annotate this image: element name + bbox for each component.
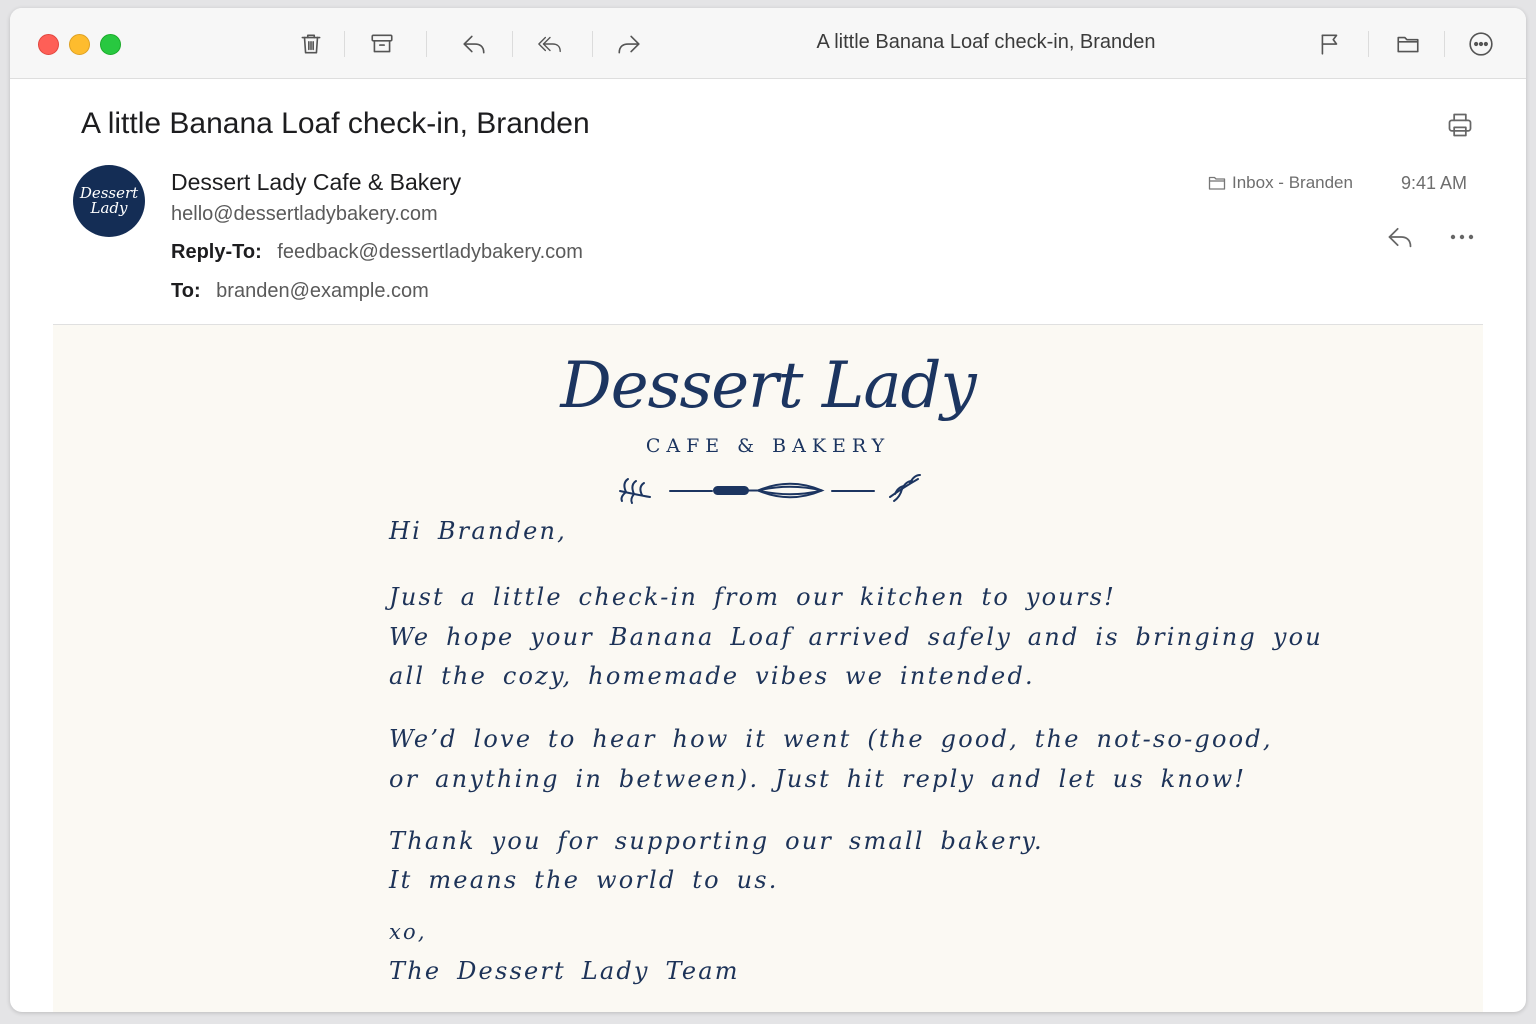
folder-icon — [1208, 175, 1226, 191]
toolbar — [10, 8, 1526, 79]
message-subject: A little Banana Loaf check-in, Branden — [81, 107, 590, 140]
letter-line: We hope your Banana Loaf arrived safely and is bringing you — [389, 623, 1323, 651]
to-row — [171, 280, 429, 303]
toolbar-separator — [512, 31, 513, 57]
message-reply-button[interactable] — [1386, 223, 1416, 251]
reply-to-address[interactable]: feedback@dessertladybakery.com — [277, 241, 583, 263]
flag-button[interactable] — [1314, 28, 1346, 60]
reply-to-label: Reply-To: — [171, 241, 262, 263]
archive-button[interactable] — [366, 28, 398, 60]
mail-window — [10, 8, 1526, 1012]
avatar-text: Lady — [90, 199, 128, 217]
more-icon — [1468, 31, 1494, 57]
letter-signature: The Dessert Lady Team — [389, 957, 740, 985]
message-body — [53, 325, 1483, 1012]
toolbar-separator — [1444, 31, 1445, 57]
reply-button[interactable] — [458, 28, 490, 60]
close-window-button[interactable] — [38, 34, 59, 55]
reply-to-row — [171, 241, 583, 264]
reply-all-button[interactable] — [534, 28, 566, 60]
letter-line: It means the world to us. — [389, 866, 779, 894]
reply-all-icon — [537, 31, 563, 57]
folder-icon — [1395, 31, 1421, 57]
reply-icon — [461, 31, 487, 57]
bakery-logo-subtitle: CAFE & BAKERY — [645, 435, 891, 457]
mailbox-location[interactable] — [1208, 173, 1353, 193]
to-address[interactable]: branden@example.com — [216, 280, 429, 302]
reply-icon — [1386, 223, 1414, 251]
printer-icon — [1446, 111, 1474, 139]
delete-button[interactable] — [295, 28, 327, 60]
trash-icon — [298, 31, 324, 57]
flag-icon — [1317, 31, 1343, 57]
letter-line: all the cozy, homemade vibes we intended. — [389, 662, 1035, 690]
letter-greeting: Hi Branden, — [389, 517, 567, 545]
mailbox-label: Inbox - Branden — [1232, 173, 1353, 192]
letter-closing: xo, — [389, 920, 427, 944]
print-button[interactable] — [1446, 111, 1474, 139]
move-to-folder-button[interactable] — [1392, 28, 1424, 60]
forward-button[interactable] — [613, 28, 645, 60]
maximize-window-button[interactable] — [100, 34, 121, 55]
avatar-text: Dessert — [79, 184, 139, 202]
minimize-window-button[interactable] — [69, 34, 90, 55]
letter-line: We’d love to hear how it went (the good, the not-so-good, — [389, 725, 1273, 753]
sender-avatar — [73, 165, 145, 237]
message-more-button[interactable] — [1446, 224, 1478, 250]
letter-line: Thank you for supporting our small bakery. — [389, 827, 1044, 855]
letter-line: Just a little check-in from our kitchen to yours! — [389, 583, 1116, 611]
sender-name[interactable]: Dessert Lady Cafe & Bakery — [171, 169, 462, 195]
toolbar-separator — [1368, 31, 1369, 57]
whisk-ornament-icon — [608, 467, 928, 509]
sender-email[interactable]: hello@dessertladybakery.com — [171, 203, 438, 225]
forward-icon — [616, 31, 642, 57]
toolbar-separator — [592, 31, 593, 57]
more-actions-button[interactable] — [1465, 28, 1497, 60]
letter-line: or anything in between). Just hit reply and let us know! — [389, 765, 1247, 793]
archive-icon — [369, 31, 395, 57]
toolbar-separator — [426, 31, 427, 57]
ellipsis-icon — [1446, 224, 1478, 250]
window-title: A little Banana Loaf check-in, Branden — [816, 31, 1156, 53]
to-label: To: — [171, 280, 201, 302]
message-time: 9:41 AM — [1401, 173, 1468, 193]
toolbar-separator — [344, 31, 345, 57]
bakery-logo-script: Dessert Lady — [560, 349, 976, 423]
